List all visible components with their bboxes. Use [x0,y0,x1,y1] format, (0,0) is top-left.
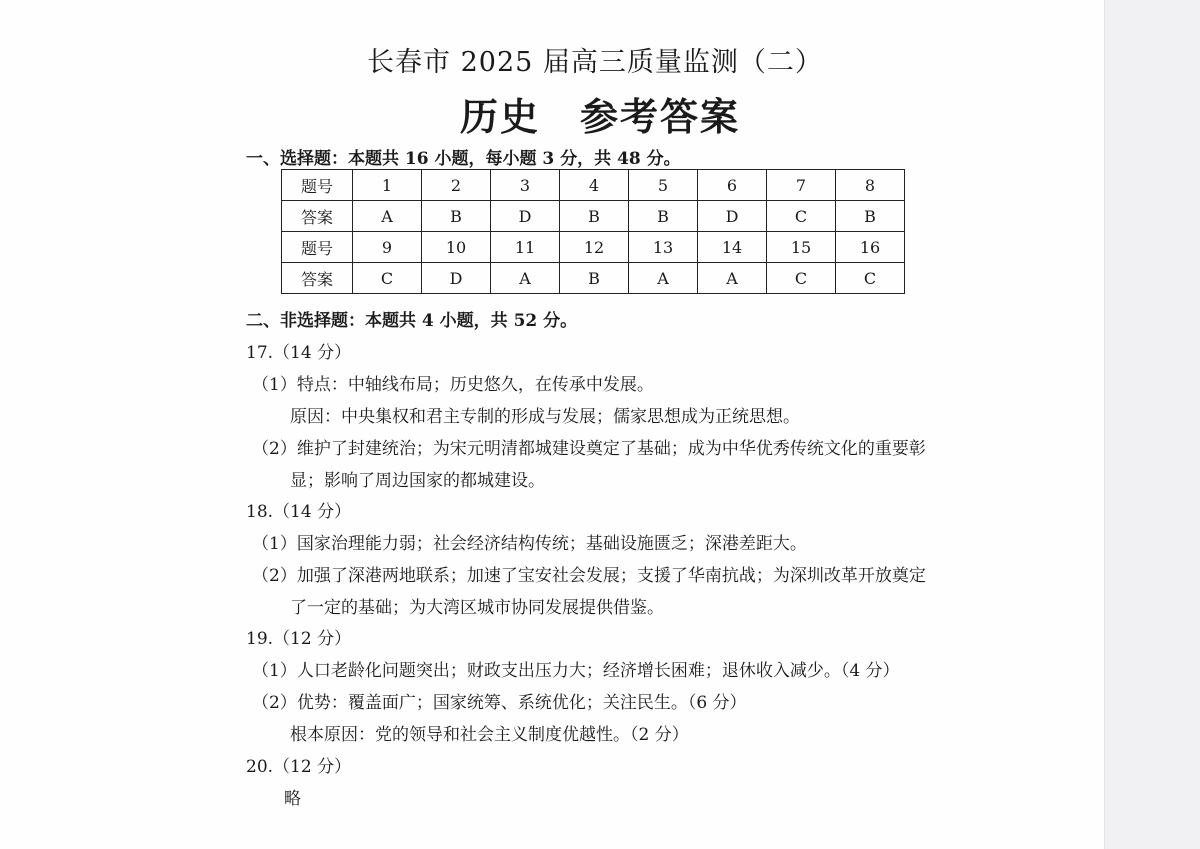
table-cell: A [629,263,698,294]
q17-title: 17.（14 分） [246,343,352,363]
table-row [282,232,905,263]
table-cell: 5 [629,170,698,201]
document-subtitle [0,86,1200,141]
table-cell: 15 [767,232,836,263]
q18-answer-2: （2）加强了深港两地联系；加速了宝安社会发展；支援了华南抗战；为深圳改革开放奠定 [252,566,926,586]
q17-answer-1-reason: 原因：中央集权和君主专制的形成与发展；儒家思想成为正统思想。 [290,407,800,427]
table-cell: 3 [491,170,560,201]
table-cell: D [422,263,491,294]
table-row-label: 题号 [282,170,353,201]
table-row [282,263,905,294]
table-cell: B [422,201,491,232]
table-cell: B [560,201,629,232]
table-cell: D [698,201,767,232]
table-cell: 8 [836,170,905,201]
table-cell: C [767,201,836,232]
table-cell: D [491,201,560,232]
table-cell: 6 [698,170,767,201]
table-row [282,201,905,232]
table-cell: 9 [353,232,422,263]
table-cell: 12 [560,232,629,263]
table-cell: 7 [767,170,836,201]
table-cell: 10 [422,232,491,263]
table-cell: A [353,201,422,232]
table-row-label: 答案 [282,263,353,294]
q19-answer-1: （1）人口老龄化问题突出；财政支出压力大；经济增长困难；退休收入减少。（4 分） [252,661,900,681]
table-cell: C [767,263,836,294]
q18-answer-1: （1）国家治理能力弱；社会经济结构传统；基础设施匮乏；深港差距大。 [252,534,807,554]
answer-key-label: 参考答案 [580,94,741,139]
table-row-label: 答案 [282,201,353,232]
subject-label: 历史 [459,94,540,139]
q20-title: 20.（12 分） [246,757,352,777]
table-cell: C [353,263,422,294]
table-cell: C [836,263,905,294]
table-cell: 4 [560,170,629,201]
table-cell: A [491,263,560,294]
q19-answer-2: （2）优势：覆盖面广；国家统筹、系统优化；关注民生。（6 分） [252,693,747,713]
table-cell: 14 [698,232,767,263]
table-cell: B [836,201,905,232]
q18-answer-2-cont: 了一定的基础；为大湾区城市协同发展提供借鉴。 [290,598,664,618]
table-cell: 13 [629,232,698,263]
answer-table [281,169,905,294]
table-cell: B [560,263,629,294]
section1-heading: 一、选择题：本题共 16 小题，每小题 3 分，共 48 分。 [246,149,681,169]
table-cell: A [698,263,767,294]
q17-answer-2-cont: 显；影响了周边国家的都城建设。 [290,471,545,491]
table-row [282,170,905,201]
q19-answer-2-reason: 根本原因：党的领导和社会主义制度优越性。（2 分） [290,725,689,745]
table-cell: 11 [491,232,560,263]
table-cell: 16 [836,232,905,263]
section2-heading: 二、非选择题：本题共 4 小题，共 52 分。 [246,311,578,331]
table-cell: 1 [353,170,422,201]
table-cell: B [629,201,698,232]
q18-title: 18.（14 分） [246,502,352,522]
q19-title: 19.（12 分） [246,629,352,649]
document-title: 长春市 2025 届高三质量监测（二） [367,47,823,78]
q17-answer-2: （2）维护了封建统治；为宋元明清都城建设奠定了基础；成为中华优秀传统文化的重要彰 [252,439,926,459]
q17-answer-1: （1）特点：中轴线布局；历史悠久，在传承中发展。 [252,375,654,395]
table-cell: 2 [422,170,491,201]
q20-answer: 略 [284,789,301,809]
table-row-label: 题号 [282,232,353,263]
